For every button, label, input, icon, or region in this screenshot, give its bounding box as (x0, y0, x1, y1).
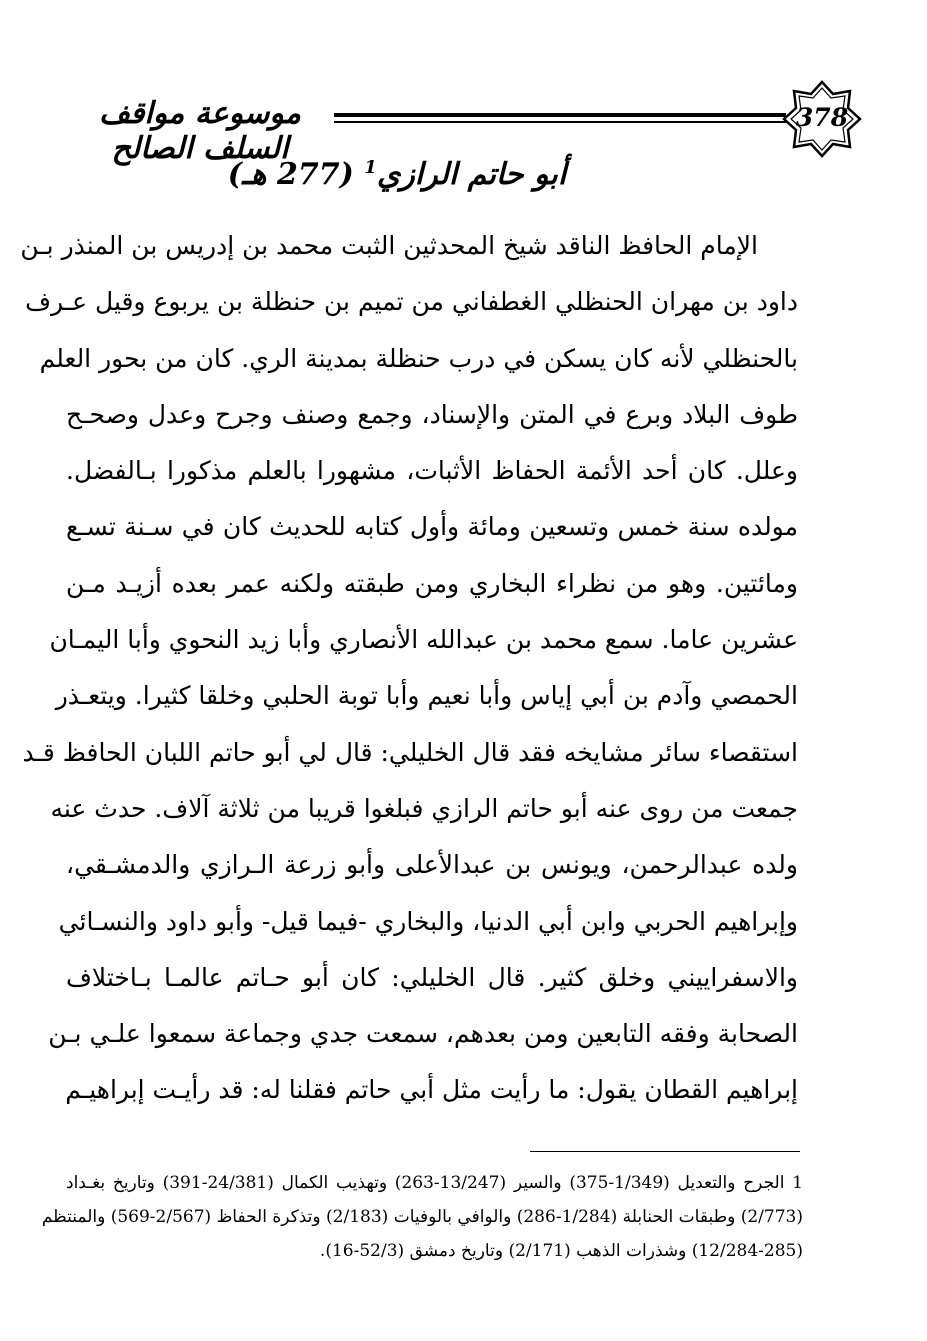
body-line: إبراهيم القطان يقول: ما رأيت مثل أبي حاتم فقلنا له: قد رأيـت إبراهيـم (65, 1075, 798, 1105)
body-line: وإبراهيم الحربي وابن أبي الدنيا، والبخاري -فيما قيل- وأبو داود والنسـائي (58, 906, 798, 936)
entry-death-year: (277 هـ) (227, 157, 354, 192)
body-line: بالحنظلي لأنه كان يسكن في درب حنظلة بمدينة الري. كان من بحور العلم (39, 343, 798, 373)
page-number-badge (782, 80, 862, 158)
body-text (20, 218, 798, 1119)
body-line: الصحابة وفقه التابعين ومن بعدهم، سمعت جدي وجماعة سمعوا علـي بـن (48, 1019, 798, 1049)
footnote-separator (530, 1151, 800, 1152)
header-rule (334, 113, 786, 123)
body-line: داود بن مهران الحنظلي الغطفاني من تميم بن حنظلة بن يربوع وقيل عـرف (25, 287, 798, 317)
body-line: ومائتين. وهو من نظراء البخاري ومن طبقته ولكنه عمر بعده أزيـد مـن (66, 568, 798, 598)
body-line: مولده سنة خمس وتسعين ومائة وأول كتابه للحديث كان في سـنة تسـع (66, 512, 798, 542)
entry-title (197, 157, 597, 192)
footnotes (41, 1166, 803, 1268)
entry-name: أبو حاتم الرازي (376, 157, 567, 192)
body-line: ولده عبدالرحمن، ويونس بن عبدالأعلى وأبو زرعة الـرازي والدمشـقي، (66, 850, 798, 880)
footnote-line: 1 الجرح والتعديل (1/349-375) والسير (13/247-263) وتهذيب الكمال (24/381-391) وتاريخ بغـداد (66, 1173, 803, 1193)
footnote-marker: 1 (364, 157, 377, 178)
body-line: عشرين عاما. سمع محمد بن عبدالله الأنصاري وأبا زيد النحوي وأبا اليمـان (49, 625, 798, 655)
body-line: والاسفراييني وخلق كثير. قال الخليلي: كان أبو حـاتم عالمـا بـاختلاف (66, 962, 798, 992)
body-line: الإمام الحافظ الناقد شيخ المحدثين الثبت محمد بن إدريس بن المنذر بـن (20, 231, 758, 260)
page-number: 378 (795, 103, 849, 132)
body-line: استقصاء سائر مشايخه فقد قال الخليلي: قال لي أبو حاتم اللبان الحافظ قـد (22, 737, 798, 767)
footnote-line: (12/284-285) وشذرات الذهب (2/171) وتاريخ دمشق (52/3-16). (319, 1241, 803, 1261)
body-line: الحمصي وآدم بن أبي إياس وأبا نعيم وأبا توبة الحلبي وخلقا كثيرا. ويتعـذر (55, 681, 798, 711)
body-line: جمعت من روى عنه أبو حاتم الرازي فبلغوا قريبا من ثلاثة آلاف. حدث عنه (50, 793, 798, 823)
page-header (60, 80, 890, 166)
footnote-line: (2/773) وطبقات الحنابلة (1/284-286) والوافي بالوفيات (2/183) وتذكرة الحفاظ (2/567-569) والمنتظم (41, 1207, 803, 1227)
body-line: وعلل. كان أحد الأئمة الحفاظ الأثبات، مشهورا بالعلم مذكورا بـالفضل. (66, 456, 798, 486)
series-title: موسوعة مواقف السلف الصالح (99, 96, 301, 166)
body-line: طوف البلاد وبرع في المتن والإسناد، وجمع وصنف وجرح وعدل وصحـح (66, 399, 798, 429)
